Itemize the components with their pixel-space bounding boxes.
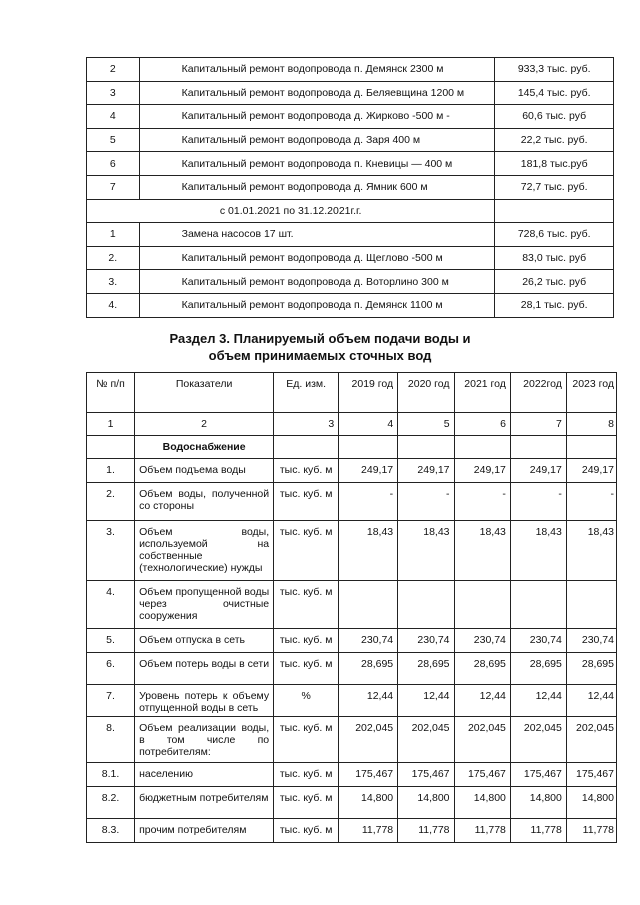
item-cost: 933,3 тыс. руб. [495,58,614,82]
item-cost: 26,2 тыс. руб [495,270,614,294]
header-cell: 2023 год [566,373,616,413]
indicator-name: Объем воды, полученной со стороны [135,483,274,521]
item-description: Капитальный ремонт водопровода п. Демянск 1100 м [139,293,495,317]
year-value: 202,045 [566,717,616,763]
water-supply-plan-table [86,372,617,843]
unit-cell: тыс. куб. м [274,787,339,819]
year-value: 230,74 [398,629,454,653]
unit-cell: тыс. куб. м [274,629,339,653]
index-cell: 2 [135,413,274,436]
unit-cell: тыс. куб. м [274,653,339,685]
year-value: 202,045 [454,717,510,763]
capital-work-row [87,246,614,270]
item-cost: 72,7 тыс. руб. [495,175,614,199]
year-value: 14,800 [510,787,566,819]
indicator-name: Объем реализации воды, в том числе по потребителям: [135,717,274,763]
unit-cell: тыс. куб. м [274,581,339,629]
item-description: Капитальный ремонт водопровода д. Щеглово -500 м [139,246,495,270]
item-cost: 181,8 тыс.руб [495,152,614,176]
item-description: Капитальный ремонт водопровода д. Воторлино 300 м [139,270,495,294]
section-title [0,330,640,364]
capital-work-row [87,223,614,247]
year-value: 249,17 [566,459,616,483]
year-value: 249,17 [454,459,510,483]
year-value: 11,778 [510,819,566,843]
indicator-name: Объем пропущенной воды через очистные сооружения [135,581,274,629]
capital-works-table [86,57,614,318]
indicator-row [87,717,617,763]
empty-cell [398,436,454,459]
indicator-row [87,653,617,685]
section-title-line-1: Раздел 3. Планируемый объем подачи воды и [169,331,471,346]
year-value: 249,17 [339,459,398,483]
unit-cell: тыс. куб. м [274,459,339,483]
indicator-name: Объем отпуска в сеть [135,629,274,653]
empty-cell [495,199,614,223]
indicator-name: Объем подъема воды [135,459,274,483]
row-number: 6. [87,653,135,685]
header-cell: Ед. изм. [274,373,339,413]
empty-cell [510,436,566,459]
row-number: 1. [87,459,135,483]
item-number: 2 [87,58,140,82]
year-value: 28,695 [339,653,398,685]
indicator-row [87,521,617,581]
year-value: 12,44 [510,685,566,717]
item-number: 4 [87,105,140,129]
item-description: Капитальный ремонт водопровода д. Заря 400 м [139,128,495,152]
item-number: 5 [87,128,140,152]
year-value: 249,17 [398,459,454,483]
item-description: Капитальный ремонт водопровода д. Жирково -500 м - [139,105,495,129]
indicator-row [87,629,617,653]
item-description: Капитальный ремонт водопровода д. Беляевщина 1200 м [139,81,495,105]
year-value: - [339,483,398,521]
year-value: 11,778 [454,819,510,843]
indicator-name: Объем потерь воды в сети [135,653,274,685]
year-value: 14,800 [566,787,616,819]
year-value: 230,74 [454,629,510,653]
item-number: 7 [87,175,140,199]
indicator-row [87,819,617,843]
index-cell: 8 [566,413,616,436]
row-number: 8.1. [87,763,135,787]
row-number: 2. [87,483,135,521]
row-number: 4. [87,581,135,629]
year-value: 12,44 [566,685,616,717]
year-value: 12,44 [398,685,454,717]
index-cell: 1 [87,413,135,436]
item-number: 6 [87,152,140,176]
empty-cell [339,436,398,459]
header-cell: 2019 год [339,373,398,413]
unit-cell: % [274,685,339,717]
year-value: 175,467 [566,763,616,787]
header-cell: 2022год [510,373,566,413]
year-value: 28,695 [566,653,616,685]
year-value: 175,467 [510,763,566,787]
period-row [87,199,614,223]
year-value: 230,74 [566,629,616,653]
year-value: 11,778 [339,819,398,843]
subsection-title: Водоснабжение [135,436,274,459]
item-number: 2. [87,246,140,270]
capital-work-row [87,293,614,317]
year-value: 230,74 [339,629,398,653]
year-value: 14,800 [454,787,510,819]
section-title-line-2: объем принимаемых сточных вод [208,348,432,363]
row-number: 7. [87,685,135,717]
indicator-name: Объем воды, используемой на собственные (технологические) нужды [135,521,274,581]
capital-work-row [87,81,614,105]
item-description: Капитальный ремонт водопровода п. Кневицы — 400 м [139,152,495,176]
indicator-name: населению [135,763,274,787]
year-value: 28,695 [398,653,454,685]
unit-cell: тыс. куб. м [274,763,339,787]
item-cost: 22,2 тыс. руб. [495,128,614,152]
item-number: 3 [87,81,140,105]
index-cell: 6 [454,413,510,436]
capital-work-row [87,270,614,294]
item-description: Капитальный ремонт водопровода п. Демянск 2300 м [139,58,495,82]
header-row [87,373,617,413]
capital-work-row [87,152,614,176]
indicator-row [87,581,617,629]
year-value: 18,43 [339,521,398,581]
year-value: - [454,483,510,521]
item-cost: 145,4 тыс. руб. [495,81,614,105]
year-value [510,581,566,629]
item-cost: 83,0 тыс. руб [495,246,614,270]
capital-work-row [87,105,614,129]
indicator-row [87,483,617,521]
year-value: 249,17 [510,459,566,483]
item-cost: 60,6 тыс. руб [495,105,614,129]
subsection-row [87,436,617,459]
capital-work-row [87,128,614,152]
indicator-row [87,459,617,483]
empty-cell [87,436,135,459]
index-cell: 4 [339,413,398,436]
year-value: - [566,483,616,521]
year-value: 202,045 [339,717,398,763]
row-number: 8.2. [87,787,135,819]
item-cost: 728,6 тыс. руб. [495,223,614,247]
row-number: 3. [87,521,135,581]
year-value: - [398,483,454,521]
year-value: 28,695 [454,653,510,685]
year-value [398,581,454,629]
year-value: 12,44 [454,685,510,717]
row-number: 8.3. [87,819,135,843]
year-value: 18,43 [510,521,566,581]
year-value: 11,778 [566,819,616,843]
index-cell: 7 [510,413,566,436]
year-value: 202,045 [510,717,566,763]
row-number: 8. [87,717,135,763]
year-value: 14,800 [339,787,398,819]
year-value: 175,467 [398,763,454,787]
header-cell: № п/п [87,373,135,413]
header-cell: Показатели [135,373,274,413]
row-number: 5. [87,629,135,653]
unit-cell: тыс. куб. м [274,819,339,843]
unit-cell: тыс. куб. м [274,717,339,763]
indicator-name: бюджетным потребителям [135,787,274,819]
year-value: - [510,483,566,521]
header-cell: 2021 год [454,373,510,413]
empty-cell [566,436,616,459]
year-value: 12,44 [339,685,398,717]
capital-work-row [87,58,614,82]
item-number: 1 [87,223,140,247]
item-description: Капитальный ремонт водопровода д. Ямник 600 м [139,175,495,199]
indicator-row [87,763,617,787]
year-value: 175,467 [339,763,398,787]
column-index-row [87,413,617,436]
indicator-row [87,787,617,819]
empty-cell [454,436,510,459]
indicator-name: прочим потребителям [135,819,274,843]
year-value: 18,43 [454,521,510,581]
item-number: 3. [87,270,140,294]
year-value: 28,695 [510,653,566,685]
header-cell: 2020 год [398,373,454,413]
year-value: 11,778 [398,819,454,843]
year-value: 230,74 [510,629,566,653]
indicator-row [87,685,617,717]
period-label: с 01.01.2021 по 31.12.2021г.г. [87,199,495,223]
index-cell: 5 [398,413,454,436]
empty-cell [274,436,339,459]
year-value: 202,045 [398,717,454,763]
index-cell: 3 [274,413,339,436]
year-value [339,581,398,629]
item-description: Замена насосов 17 шт. [139,223,495,247]
item-number: 4. [87,293,140,317]
year-value: 14,800 [398,787,454,819]
indicator-name: Уровень потерь к объему отпущенной воды в сеть [135,685,274,717]
year-value: 18,43 [398,521,454,581]
year-value [566,581,616,629]
year-value [454,581,510,629]
unit-cell: тыс. куб. м [274,483,339,521]
year-value: 18,43 [566,521,616,581]
item-cost: 28,1 тыс. руб. [495,293,614,317]
unit-cell: тыс. куб. м [274,521,339,581]
capital-work-row [87,175,614,199]
year-value: 175,467 [454,763,510,787]
